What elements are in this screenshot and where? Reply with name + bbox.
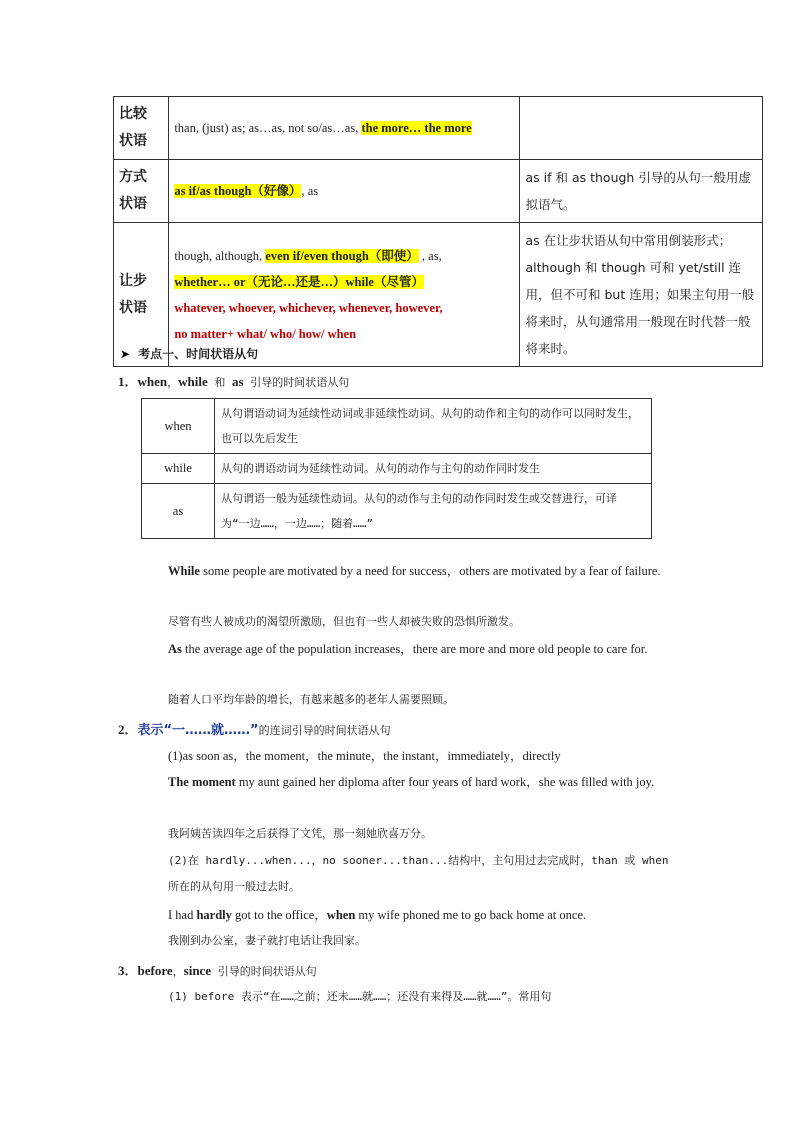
arrow-bullet-icon: ➤: [120, 347, 131, 361]
example-translation: 随着人口平均年龄的增长，有越来越多的老年人需要照顾。: [168, 693, 454, 706]
conjunction-list: (1)as soon as，the moment，the minute，the instant，immediately，directly: [168, 749, 561, 763]
example-translation: 我阿姨苦读四年之后获得了文凭，那一刻她欣喜万分。: [168, 827, 432, 840]
conjunction-cell: as if/as though（好像）, as: [169, 160, 520, 223]
note-cell: as if 和 as though 引导的从句一般用虚拟语气。: [520, 160, 763, 223]
category-cell: 比较 状语: [114, 97, 169, 160]
conjunction-usage-table: [141, 398, 652, 539]
example-sentence: While some people are motivated by a need for success，others are motivated by a fear of failure.: [168, 564, 661, 578]
grammar-rule: (2)在 hardly...when...，no sooner...than...结构中，主句用过去完成时，than 或 when 所在的从句用一般过去时。: [168, 854, 669, 893]
example-translation: 我刚到办公室，妻子就打电话让我回家。: [168, 934, 366, 947]
table-row: as 从句谓语一般为延续性动词。从句的动作与主句的动作同时发生或交替进行，可译为“一边……，一边……；随着……”: [142, 484, 652, 539]
table-row: when 从句谓语动词为延续性动词或非延续性动词。从句的动作和主句的动作可以同时发生，也可以先后发生: [142, 399, 652, 454]
section-heading-3: 3．before，since 引导的时间状语从句: [118, 963, 317, 978]
category-cell: 让步 状语: [114, 223, 169, 367]
example-sentence: As the average age of the population increases，there are more and more old people to care for.: [168, 642, 648, 656]
conjunction-cell: though, although, even if/even though（即使） , as, whether… or（无论…还是…）while（尽管） whatever, whoever, whichever, whenever, however, no matter+ what/ who/ how/ when: [169, 223, 520, 367]
table-row: [114, 97, 763, 160]
note-cell: as 在让步状语从句中常用倒装形式；although 和 though 可和 yet/still 连用，但不可和 but 连用；如果主句用一般将来时，从句通常用一般现在时代替一般将来时。: [520, 223, 763, 367]
section-heading-2: 2．表示“一……就……”的连词引导的时间状语从句: [118, 722, 391, 738]
table-row: while 从句的谓语动词为延续性动词。从句的动作与主句的动作同时发生: [142, 454, 652, 484]
example-sentence: The moment my aunt gained her diploma after four years of hard work，she was filled with joy.: [168, 775, 655, 789]
grammar-rule: (1) before 表示“在……之前；还未……就……；还没有来得及……就……”。常用句: [168, 990, 552, 1003]
table-row: [114, 160, 763, 223]
example-translation: 尽管有些人被成功的渴望所激励，但也有一些人却被失败的恐惧所激发。: [168, 615, 520, 628]
category-cell: 方式 状语: [114, 160, 169, 223]
example-sentence: I had hardly got to the office，when my wife phoned me to go back home at once.: [168, 908, 587, 922]
section-heading-1: 1．when，while 和 as 引导的时间状语从句: [118, 374, 350, 389]
conjunction-cell: than, (just) as; as…as, not so/as…as, the more… the more: [169, 97, 520, 160]
adverbial-clause-table: [113, 96, 763, 367]
key-point-heading: ➤ 考点一、时间状语从句: [120, 347, 259, 361]
note-cell: [520, 97, 763, 160]
